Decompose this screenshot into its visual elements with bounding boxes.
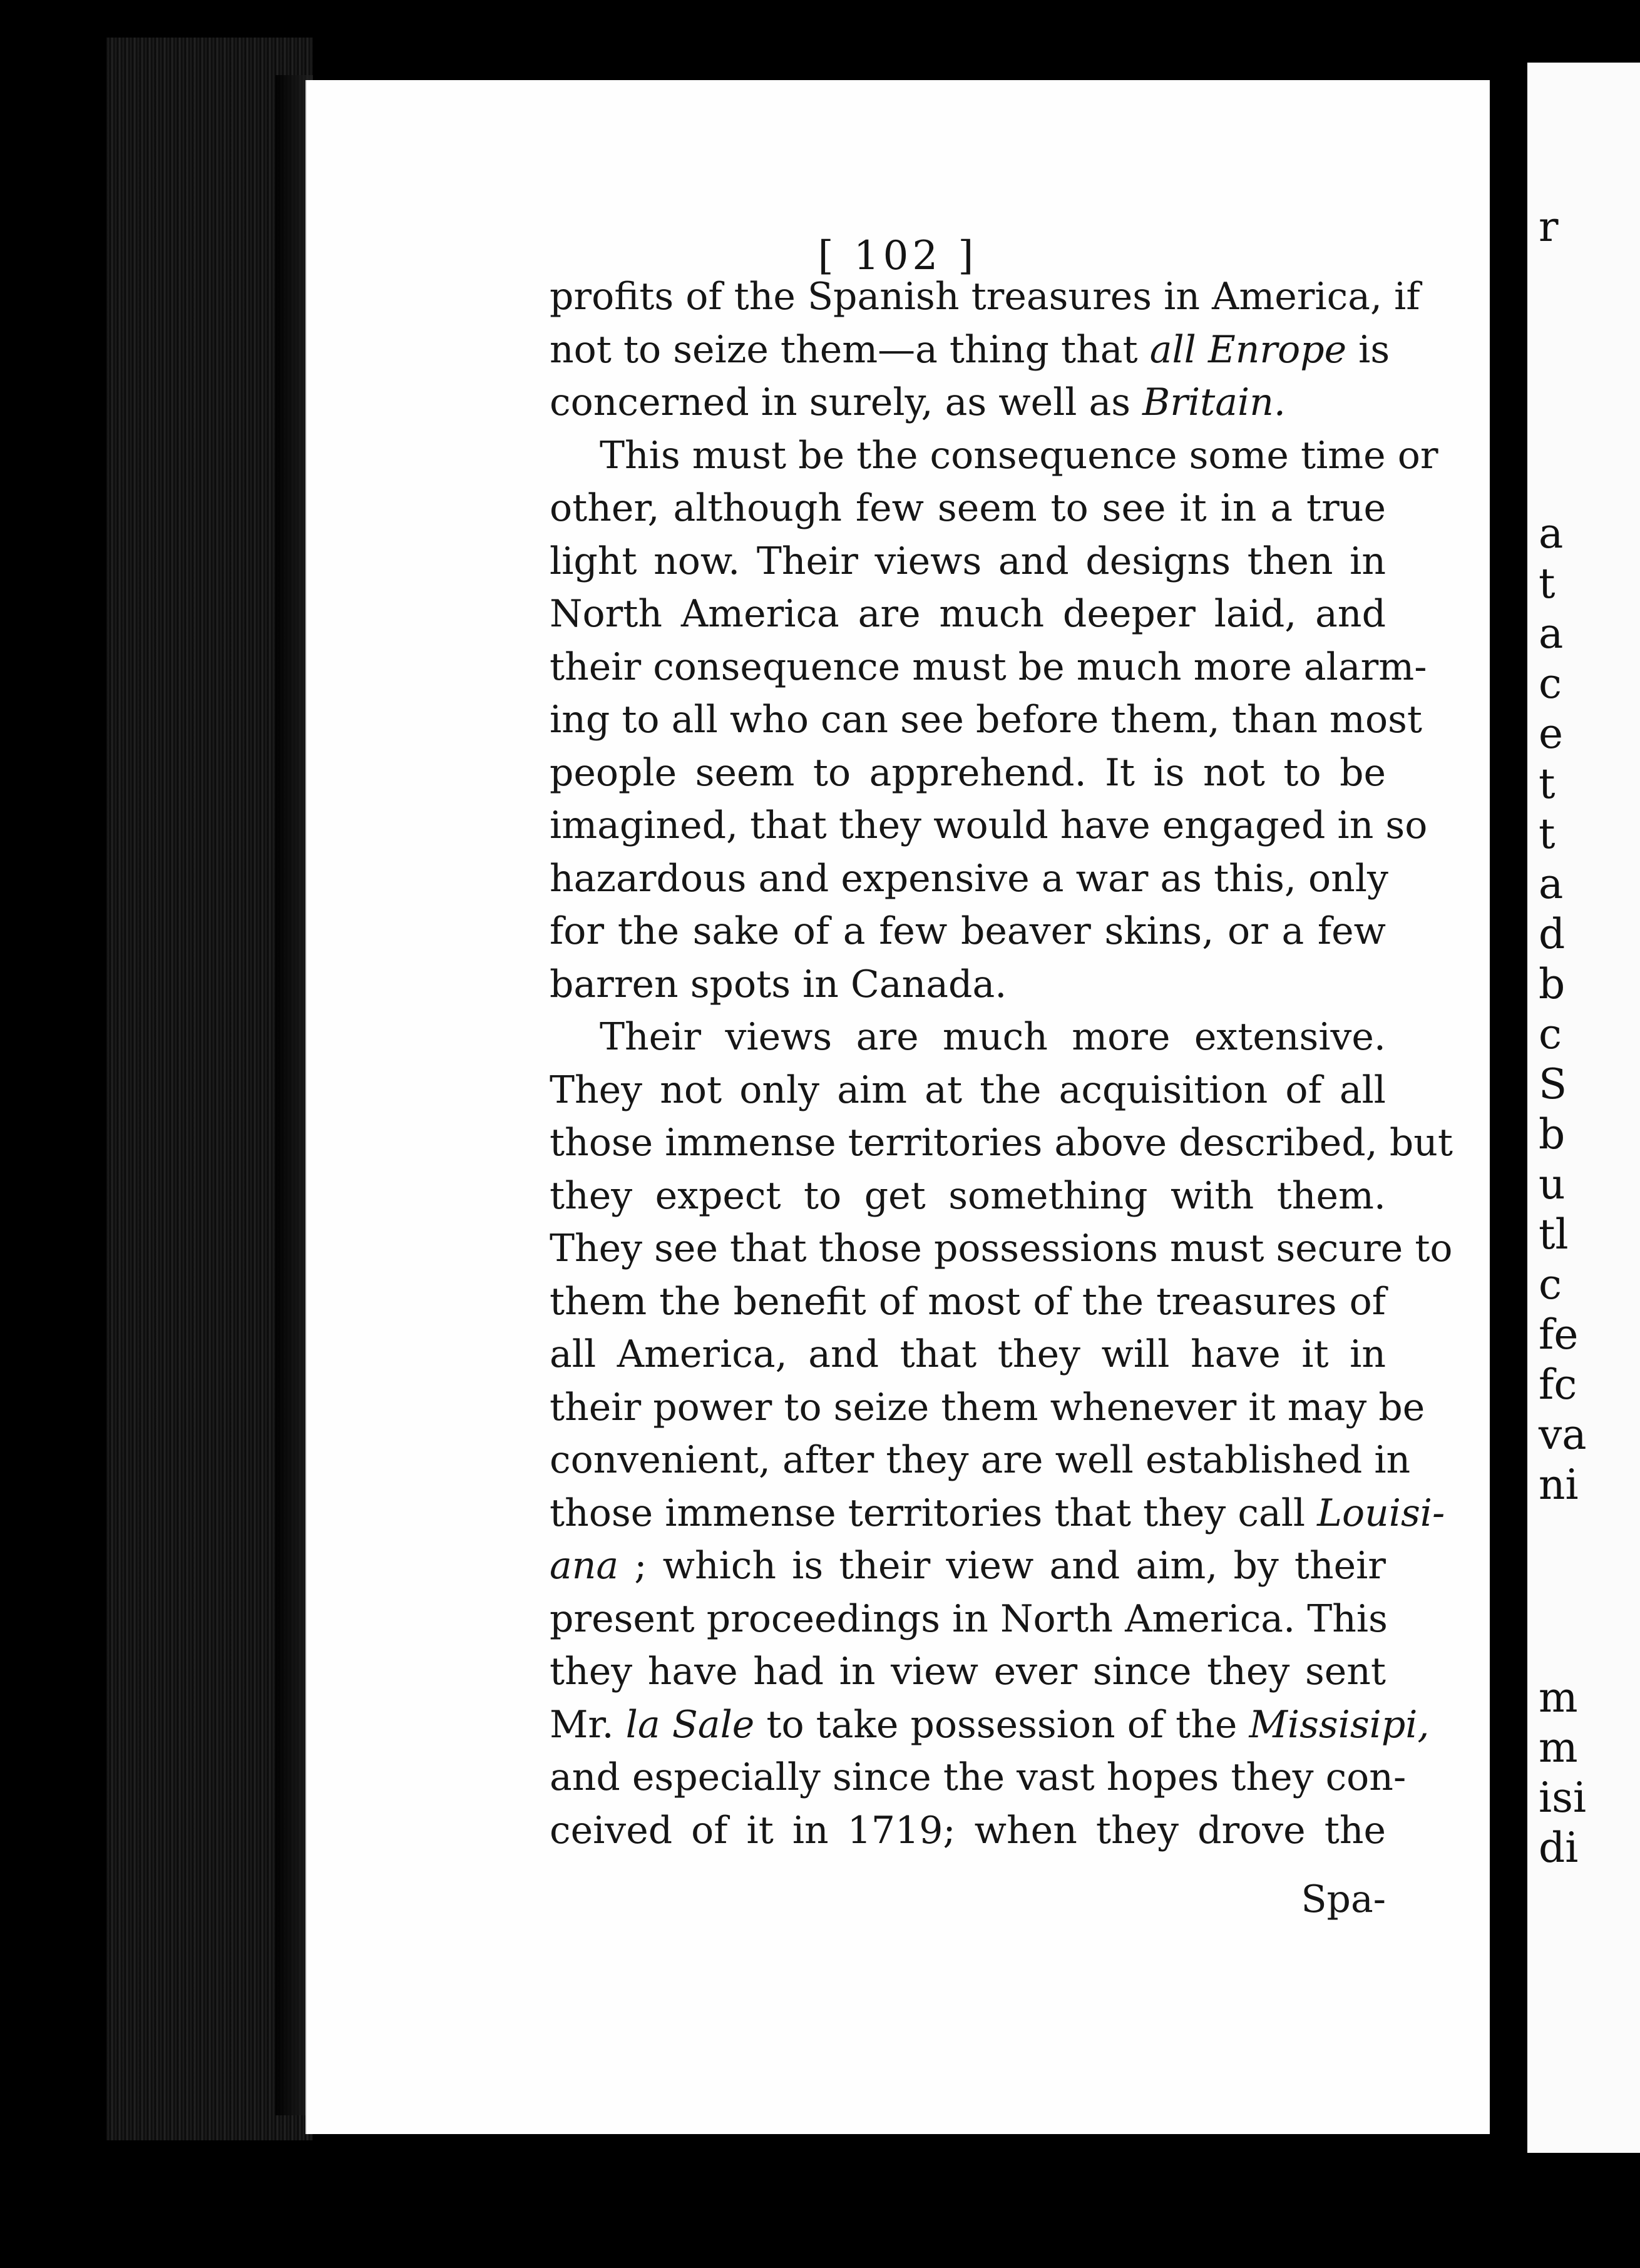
facing-page-fragment: tl [1539,1210,1569,1259]
facing-page-fragment: a [1539,610,1564,658]
facing-page-fragment: e [1539,710,1564,758]
text-run: people seem to apprehend. It is not to be [550,750,1386,795]
book-gutter [1490,63,1527,2153]
text-line [550,905,1386,958]
text-line [550,1804,1386,1857]
facing-page-fragment: u [1539,1160,1566,1208]
italic-text: la Sale [625,1702,755,1747]
text-line [550,1698,1430,1752]
text-run: is [1346,327,1390,372]
text-line [550,1011,1386,1064]
text-run: their power to seize them whenever it may be [550,1385,1425,1429]
text-line [550,1434,1411,1487]
facing-page-fragment: m [1539,1724,1578,1772]
text-run: not to seize them—a thing that [550,327,1150,372]
text-run: ; which is their view and aim, by their [618,1544,1386,1588]
text-line [550,1645,1386,1698]
text-run: those immense territories that they call [550,1491,1318,1535]
text-line [550,747,1386,800]
facing-page-fragment: t [1539,810,1555,858]
text-run: and especially since the vast hopes they con- [550,1755,1407,1799]
text-run: all America, and that they will have it in [550,1332,1386,1376]
text-line [550,1593,1386,1646]
facing-page [1527,63,1640,2153]
text-run: They not only aim at the acquisition of all [550,1068,1386,1112]
facing-page-fragment: isi [1539,1774,1587,1822]
text-line [550,799,1428,852]
facing-page-fragment: va [1539,1411,1587,1459]
text-line [550,1381,1425,1434]
text-run: other, although few seem to see it in a true [550,486,1386,530]
facing-page-fragment: b [1539,1110,1566,1158]
italic-text: Louisi- [1317,1491,1445,1535]
page-text [550,270,1453,1857]
text-line [550,693,1422,747]
text-run: for the sake of a few beaver skins, or a few [550,909,1386,953]
text-line [550,482,1386,535]
text-line [550,1487,1445,1540]
text-run: present proceedings in North America. This [550,1596,1388,1641]
text-run: They see that those possessions must secure to [550,1227,1453,1270]
italic-text: Missisipi, [1249,1702,1430,1747]
text-run: barren spots in Canada. [550,962,1007,1006]
text-run: they expect to get something with them. [550,1173,1386,1218]
facing-page-fragment: fe [1539,1310,1579,1359]
italic-text: Britain. [1142,381,1286,424]
italic-text: all Enrope [1149,327,1347,372]
text-run: This must be the consequence some time or [600,433,1438,478]
text-run: concerned in surely, as well as [550,381,1143,424]
facing-page-fragment: ni [1539,1461,1579,1509]
text-line [550,958,1386,1011]
text-line [550,1328,1386,1381]
facing-page-fragment: c [1539,1260,1562,1309]
text-run: Their views are much more extensive. [600,1015,1386,1059]
facing-page-fragment: S [1539,1060,1567,1108]
text-line [550,1116,1453,1170]
text-run: hazardous and expensive a war as this, only [550,856,1388,901]
text-run: imagined, that they would have engaged in so [550,804,1428,847]
text-line [550,588,1386,641]
text-run: them the benefit of most of the treasures of [550,1279,1386,1324]
facing-page-fragment: r [1539,203,1559,251]
text-line [550,1540,1386,1593]
facing-page-fragment: d [1539,910,1566,958]
text-line [550,1222,1453,1275]
facing-page-fragment: a [1539,509,1564,558]
text-run: convenient, after they are well established in [550,1438,1411,1482]
facing-page-fragment: m [1539,1673,1578,1722]
text-line [550,1064,1386,1117]
facing-page-fragment: a [1539,860,1564,908]
text-line [550,852,1386,906]
text-run: profits of the Spanish treasures in America, if [550,275,1420,319]
facing-page-fragment: b [1539,960,1566,1008]
text-line [550,270,1420,324]
text-run: light now. Their views and designs then in [550,539,1386,583]
text-line [550,429,1438,483]
text-run: North America are much deeper laid, and [550,592,1386,636]
facing-page-fragment: t [1539,760,1555,808]
text-line [550,1275,1386,1329]
italic-text: ana [550,1544,619,1588]
text-line [550,641,1427,694]
facing-page-fragment: fc [1539,1361,1577,1409]
text-run: Mr. [550,1702,626,1747]
facing-page-fragment: di [1539,1824,1579,1872]
page-number: [ 102 ] [817,233,978,279]
text-run: their consequence must be much more alarm- [550,645,1427,689]
text-line [550,324,1390,377]
text-line [550,1751,1407,1804]
catchword: Spa- [1301,1877,1386,1921]
facing-page-fragment: c [1539,1010,1562,1058]
text-run: to take possession of the [754,1702,1249,1747]
text-line [550,535,1386,588]
text-run: ceived of it in 1719; when they drove the [550,1808,1386,1852]
facing-page-fragment: c [1539,660,1562,708]
facing-page-fragment: t [1539,559,1555,608]
text-line [550,1170,1386,1223]
text-run: they have had in view ever since they sent [550,1650,1386,1693]
text-run: those immense territories above described, but [550,1121,1453,1165]
text-line [550,376,1386,429]
text-run: ing to all who can see before them, than most [550,698,1422,742]
